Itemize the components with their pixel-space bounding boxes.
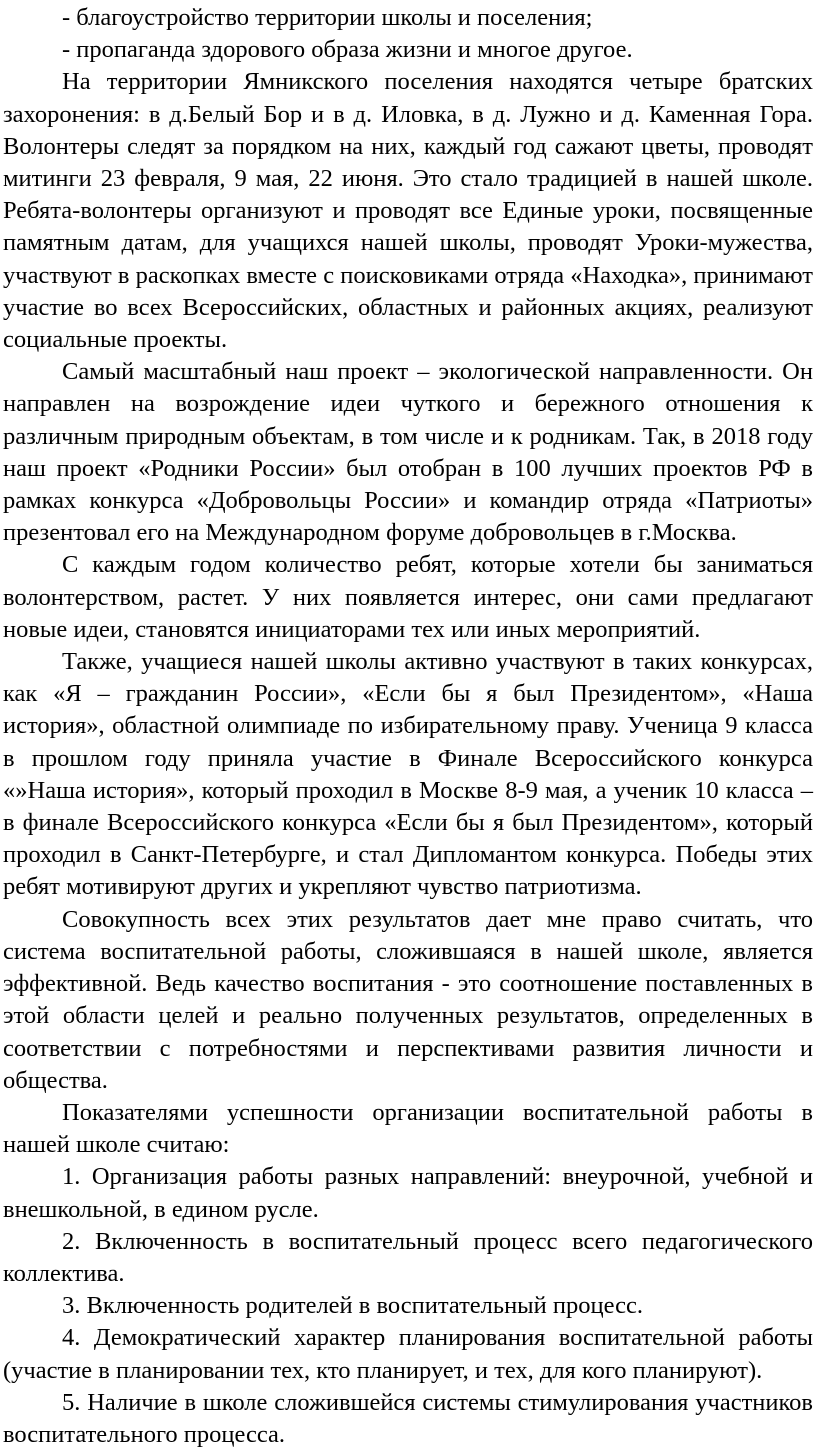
indicator-item-5: 5. Наличие в школе сложившейся системы стимулирования участников воспитательного процесса. <box>3 1388 813 1448</box>
indicator-item-4: 4. Демократический характер планирования воспитательной работы (участие в планировании тех, кто планирует, и тех, для кого планируют). <box>3 1324 813 1384</box>
paragraph-results: Совокупность всех этих результатов дает мне право считать, что система воспитательной работы, сложившаяся в нашей школе, является эффективной. Ведь качество воспитания - это соотношение поставленных в этой области целей и реально полученных результатов, определенных в соответствии с потребностями и перспективами развития личности и общества. <box>3 905 813 1094</box>
list-item-territory: - благоустройство территории школы и поселения; <box>62 4 593 31</box>
indicator-item-3: 3. Включенность родителей в воспитательный процесс. <box>62 1292 643 1320</box>
paragraph-contests: Также, учащиеся нашей школы активно участвуют в таких конкурсах, как «Я – гражданин России», «Если бы я был Президентом», «Наша история», областной олимпиаде по избирательному праву. Ученица 9 класса в прошлом году приняла участие в Финале Всероссийского конкурса «»Наша история», который проходил в Москве 8-9 мая, а ученик 10 класса – в финале Всероссийского конкурса «Если бы я был Президентом», который проходил в Санкт-Петербурге, и стал Дипломантом конкурса. Победы этих ребят мотивируют других и укрепляют чувство патриотизма. <box>3 648 813 901</box>
paragraph-memorials: На территории Ямникского поселения находятся четыре братских захоронения: в д.Белый Бор и в д. Иловка, в д. Лужно и д. Каменная Гора. Волонтеры следят за порядком на них, каждый год сажают цветы, проводят митинги 23 февраля, 9 мая, 22 июня. Это стало традицией в нашей школе. Ребята-волонтеры организуют и проводят все Единые уроки, посвященные памятным датам, для учащихся нашей школы, проводят Уроки-мужества, участвуют в раскопках вместе с поисковиками отряда «Находка», принимают участие во всех Всероссийских, областных и районных акциях, реализуют социальные проекты. <box>3 68 813 354</box>
paragraph-ecology-project: Самый масштабный наш проект – экологической направленности. Он направлен на возрождение идеи чуткого и бережного отношения к различным природным объектам, в том числе и к родникам. Так, в 2018 году наш проект «Родники России» был отобран в 100 лучших проектов РФ в рамках конкурса «Добровольцы России» и командир отряда «Патриоты» презентовал его на Международном форуме добровольцев в г.Москва. <box>3 358 813 547</box>
list-item-healthy-lifestyle: - пропаганда здорового образа жизни и многое другое. <box>62 36 633 64</box>
indicator-item-1: 1. Организация работы разных направлений: внеурочной, учебной и внешкольной, в едином русле. <box>3 1163 813 1223</box>
paragraph-volunteer-growth: С каждым годом количество ребят, которые хотели бы заниматься волонтерством, растет. У них появляется интерес, они сами предлагают новые идеи, становятся инициаторами тех или иных мероприятий. <box>3 551 813 643</box>
paragraph-indicators-intro: Показателями успешности организации воспитательной работы в нашей школе считаю: <box>3 1098 813 1159</box>
indicator-item-2: 2. Включенность в воспитательный процесс всего педагогического коллектива. <box>3 1227 813 1287</box>
